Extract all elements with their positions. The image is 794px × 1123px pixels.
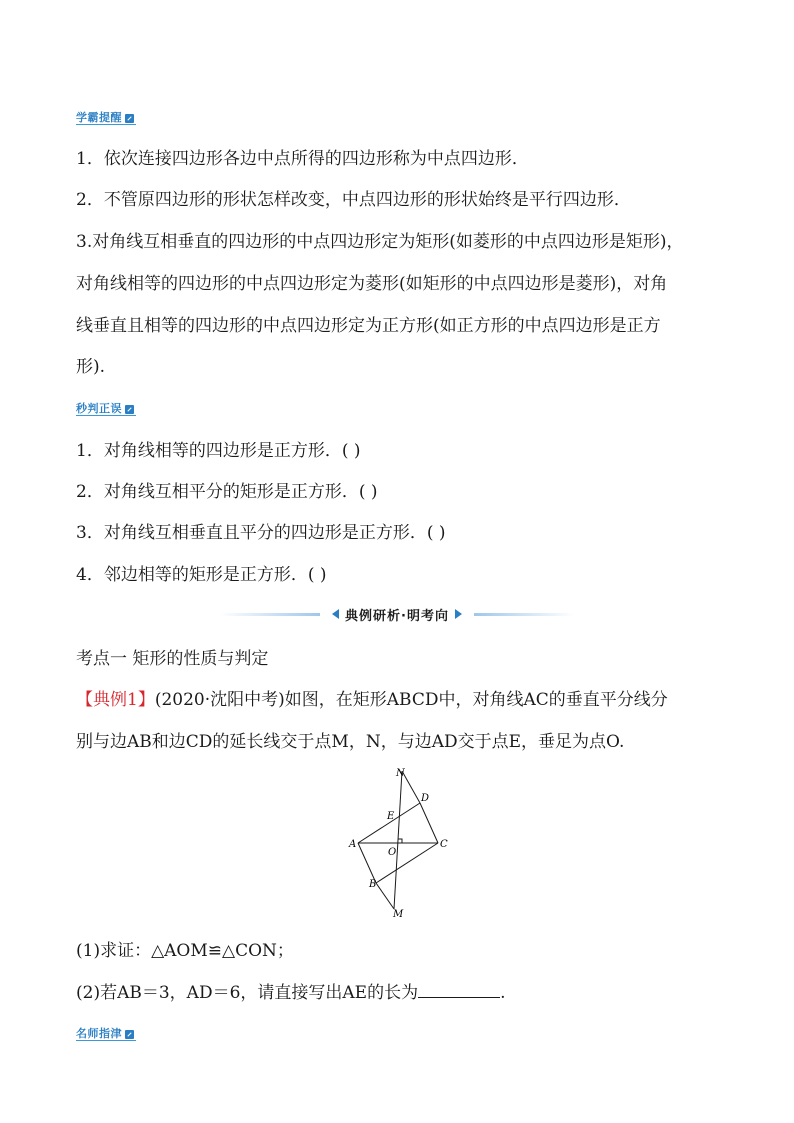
label-a: A [349,839,357,850]
section-tag-guide [76,1026,136,1041]
tip-line: 2．不管原四边形的形状怎样改变，中点四边形的形状始终是平行四边形． [76,190,631,210]
question-2-end: . [500,983,506,1003]
segment-cb [376,843,438,883]
judge-item: 2．对角线互相平分的矩形是正方形．( ) [76,482,378,502]
label-m: M [393,909,404,917]
pen-icon [125,114,134,123]
question-1: (1)求证：△AOM≌△CON； [76,941,294,961]
line-mn [394,771,402,909]
tip-line: 对角线相等的四边形的中点四边形定为菱形(如矩形的中点四边形是菱形)，对角 [76,274,668,294]
tip-line: 线垂直且相等的四边形的中点四边形定为正方形(如正方形的中点四边形是正方 [76,316,661,336]
example-line: 别与边AB和边CD的延长线交于点M，N，与边AD交于点E，垂足为点O. [76,732,625,752]
segment-dc [420,803,438,843]
segment-ba [358,843,376,883]
banner-bar-right [474,613,574,616]
judge-item: 3．对角线互相垂直且平分的四边形是正方形．( ) [76,523,446,543]
label-n: N [396,768,405,779]
label-o: O [388,847,397,858]
section-tag-judge [76,401,136,416]
section-tag-label: 学霸提醒 [76,111,122,124]
judge-item: 1．对角线相等的四边形是正方形．( ) [76,441,361,461]
answer-blank[interactable] [418,983,500,998]
tip-line: 1．依次连接四边形各边中点所得的四边形称为中点四边形． [76,149,529,169]
example-line [76,689,726,711]
question-2-text: (2)若AB＝3，AD＝6，请直接写出AE的长为 [76,983,419,1003]
example-text: (2020·沈阳中考)如图，在矩形ABCD中，对角线AC的垂直平分线分 [154,690,668,710]
segment-ad [358,803,420,843]
label-d: D [421,793,430,804]
triangle-right-icon [455,609,462,619]
pen-icon [125,405,134,414]
example-tag: 【典例1】 [76,690,155,710]
extension-ab [376,883,394,909]
banner-bar-left [220,613,320,616]
question-2 [76,982,726,1004]
section-tag-label: 秒判正误 [76,402,122,415]
label-e: E [387,811,395,822]
banner-title: 典例研析·明考向 [345,608,449,624]
right-angle-mark [398,839,402,843]
section-tag-label: 名师指津 [76,1027,122,1040]
section-tag-tip [76,110,136,125]
pen-icon [125,1030,134,1039]
tip-line: 3.对角线互相垂直的四边形的中点四边形定为矩形(如菱形的中点四边形是矩形)， [76,232,684,252]
topic-heading: 考点一 矩形的性质与判定 [76,649,269,669]
section-banner [220,604,574,624]
tip-line: 形). [76,357,106,377]
label-b: B [369,879,377,890]
triangle-left-icon [332,609,339,619]
label-c: C [440,839,448,850]
judge-item: 4．邻边相等的矩形是正方形．( ) [76,565,327,585]
geometry-figure [340,765,460,917]
